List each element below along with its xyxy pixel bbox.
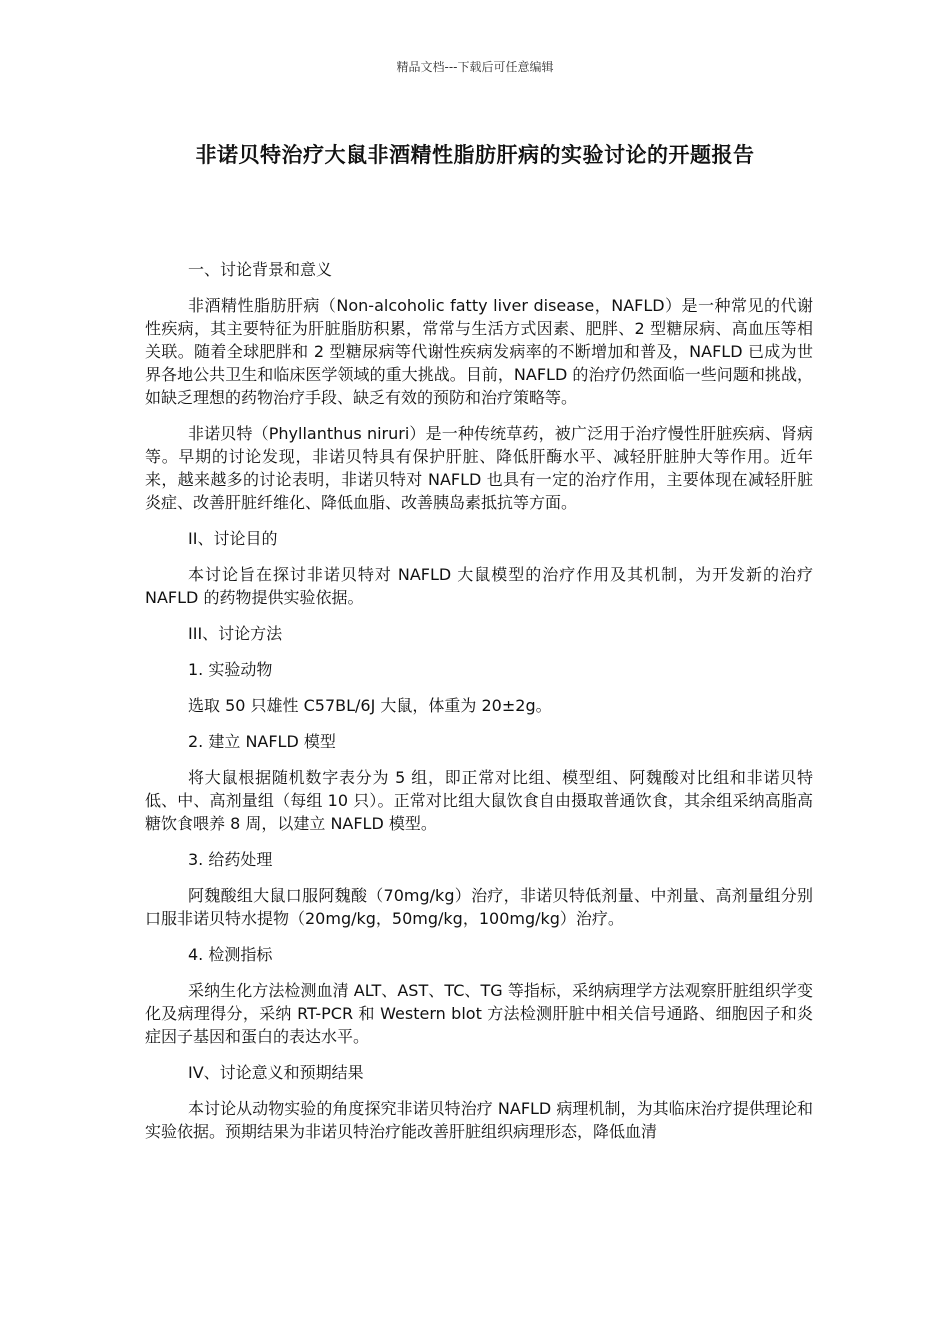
subsection-heading: 4. 检测指标 — [188, 945, 273, 964]
section-heading: 一、讨论背景和意义 — [188, 260, 333, 279]
document-body — [145, 258, 813, 1156]
paragraph: 阿魏酸组大鼠口服阿魏酸（70mg/kg）治疗，非诺贝特低剂量、中剂量、高剂量组分别口服非诺贝特水提物（20mg/kg，50mg/kg，100mg/kg）治疗。 — [145, 886, 813, 928]
paragraph: 本讨论从动物实验的角度探究非诺贝特治疗 NAFLD 病理机制，为其临床治疗提供理论和实验依据。预期结果为非诺贝特治疗能改善肝脏组织病理形态，降低血清 — [145, 1099, 813, 1141]
subsection-heading: 3. 给药处理 — [188, 850, 273, 869]
paragraph: 非酒精性脂肪肝病（Non-alcoholic fatty liver disease，NAFLD）是一种常见的代谢性疾病，其主要特征为肝脏脂肪积累，常常与生活方式因素、肥胖、2 型糖尿病、高血压等相关联。随着全球肥胖和 2 型糖尿病等代谢性疾病发病率的不断增加和普及，NAFLD 已成为世界各地公共卫生和临床医学领域的重大挑战。目前，NAFLD 的治疗仍然面临一些问题和挑战，如缺乏理想的药物治疗手段、缺乏有效的预防和治疗策略等。 — [145, 296, 813, 407]
section-heading: II、讨论目的 — [188, 529, 278, 548]
paragraph: 非诺贝特（Phyllanthus niruri）是一种传统草药，被广泛用于治疗慢性肝脏疾病、肾病等。早期的讨论发现，非诺贝特具有保护肝脏、降低肝酶水平、减轻肝脏肿大等作用。近年来，越来越多的讨论表明，非诺贝特对 NAFLD 也具有一定的治疗作用，主要体现在减轻肝脏炎症、改善肝脏纤维化、降低血脂、改善胰岛素抵抗等方面。 — [145, 424, 813, 512]
paragraph: 采纳生化方法检测血清 ALT、AST、TC、TG 等指标，采纳病理学方法观察肝脏组织学变化及病理得分，采纳 RT-PCR 和 Western blot 方法检测肝脏中相关信号通路、细胞因子和炎症因子基因和蛋白的表达水平。 — [145, 981, 813, 1046]
header-note: 精品文档---下载后可任意编辑 — [396, 60, 554, 74]
section-heading: IV、讨论意义和预期结果 — [188, 1063, 364, 1082]
paragraph: 选取 50 只雄性 C57BL/6J 大鼠，体重为 20±2g。 — [188, 696, 552, 715]
subsection-heading: 2. 建立 NAFLD 模型 — [188, 732, 336, 751]
paragraph: 本讨论旨在探讨非诺贝特对 NAFLD 大鼠模型的治疗作用及其机制，为开发新的治疗 NAFLD 的药物提供实验依据。 — [145, 565, 813, 607]
document-title: 非诺贝特治疗大鼠非酒精性脂肪肝病的实验讨论的开题报告 — [195, 143, 755, 167]
subsection-heading: 1. 实验动物 — [188, 660, 273, 679]
section-heading: III、讨论方法 — [188, 624, 283, 643]
paragraph: 将大鼠根据随机数字表分为 5 组，即正常对比组、模型组、阿魏酸对比组和非诺贝特低、中、高剂量组（每组 10 只）。正常对比组大鼠饮食自由摄取普通饮食，其余组采纳高脂高糖饮食喂养 8 周，以建立 NAFLD 模型。 — [145, 768, 813, 833]
